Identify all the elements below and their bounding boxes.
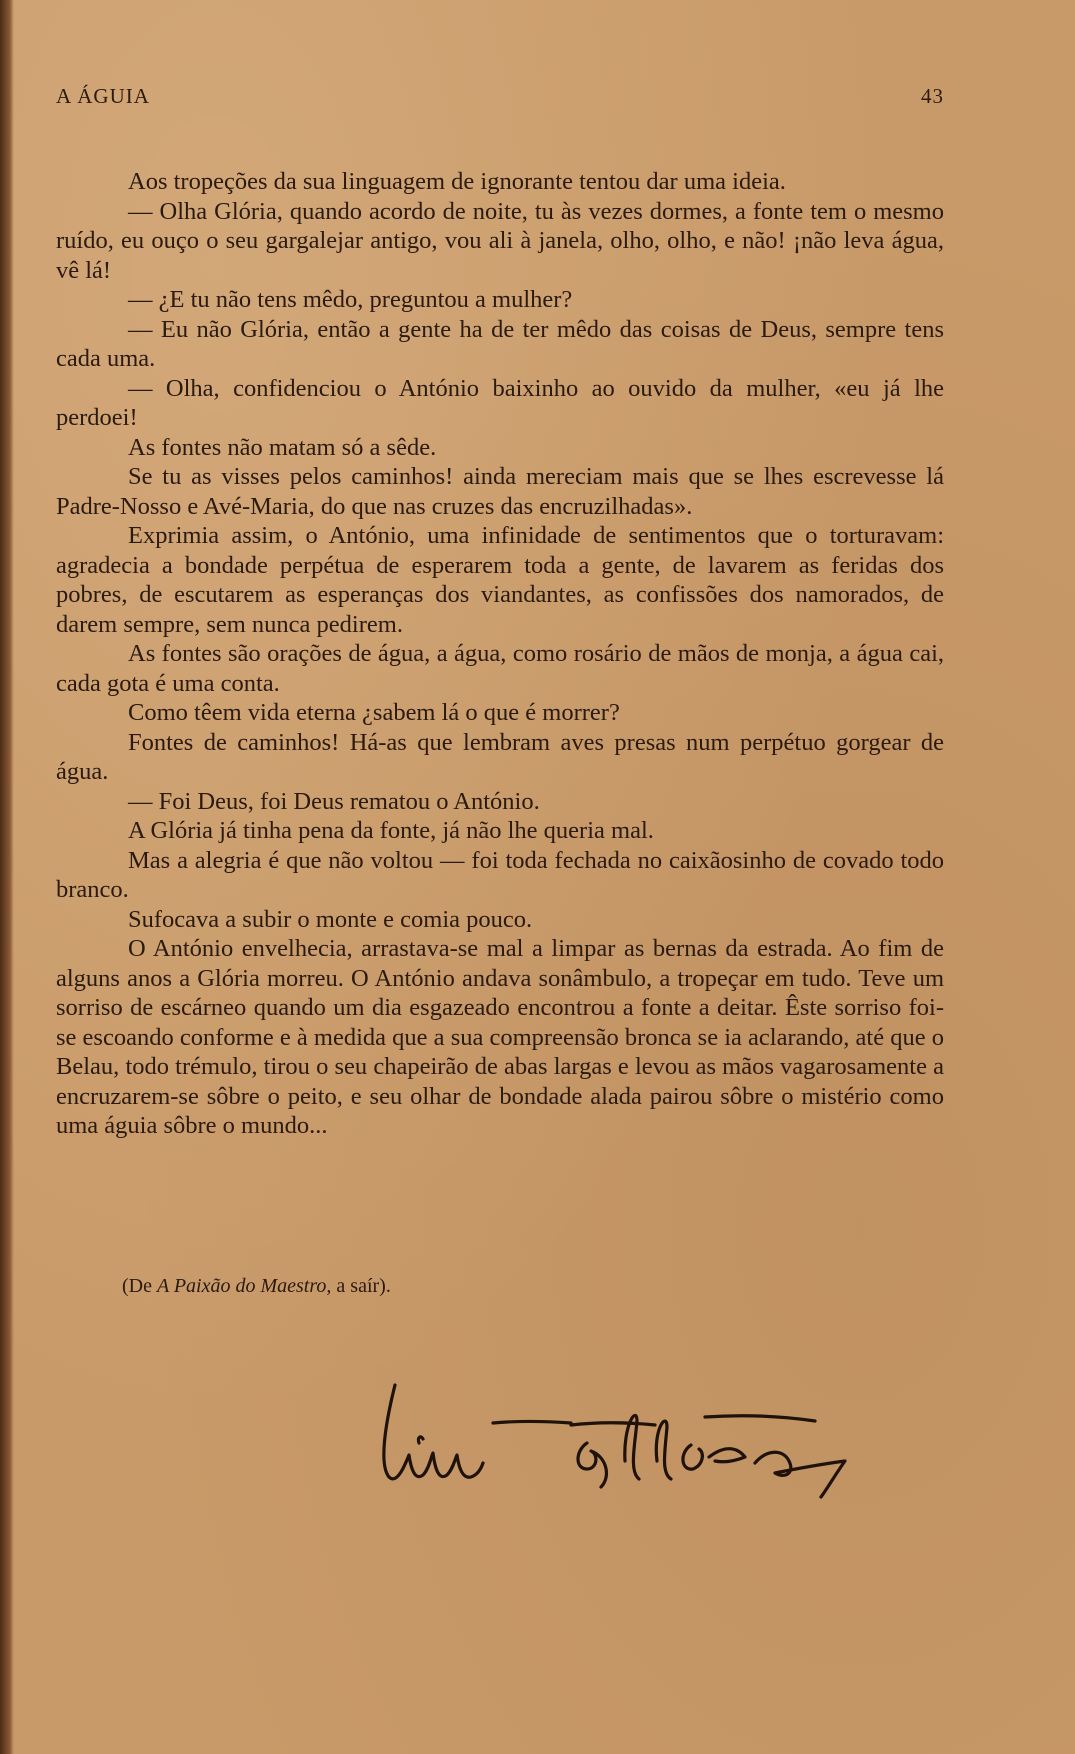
paragraph: A Glória já tinha pena da fonte, já não lhe queria mal.: [128, 817, 654, 844]
paragraph: Mas a alegria é que não voltou — foi toda fechada no caixãosinho de covado todo branco.: [56, 846, 944, 903]
page-header: [56, 84, 944, 109]
body-text: [56, 167, 944, 1141]
paragraph: — Olha Glória, quando acordo de noite, tu às vezes dormes, a fonte tem o mesmo ruído, eu ouço o seu gargalejar antigo, vou ali à janela, olho, olho, e não! ¡não leva água, vê lá!: [56, 197, 944, 284]
source-title: A Paixão do Maestro,: [156, 1275, 332, 1297]
paragraph: As fontes são orações de água, a água, como rosário de mãos de monja, a água cai, cada gota é uma conta.: [56, 640, 944, 697]
paragraph: Fontes de caminhos! Há-as que lembram aves presas num perpétuo gorgear de água.: [56, 728, 944, 785]
paragraph: Sufocava a subir o monte e comia pouco.: [128, 905, 533, 933]
paragraph: Exprimia assim, o António, uma infinidade de sentimentos que o torturavam: agradecia a bondade perpétua de esperarem toda a gente, de lavarem as feridas dos pobres, de escutarem as esperanças dos viandantes, as confissões dos namorados, de darem sempre, sem nunca pedirem.: [56, 522, 944, 638]
page-number: 43: [921, 84, 944, 108]
paragraph: Aos tropeções da sua linguagem de ignorante tentou dar uma ideia.: [128, 168, 786, 195]
paragraph: — Olha, confidenciou o António baixinho ao ouvido da mulher, «eu já lhe perdoei!: [56, 374, 944, 431]
paragraph: Como têem vida eterna ¿sabem lá o que é morrer?: [128, 699, 620, 726]
source-prefix: (De: [122, 1275, 157, 1297]
handwritten-signature: [375, 1365, 935, 1505]
book-spine-edge: [0, 0, 14, 1754]
paragraph: O António envelhecia, arrastava-se mal a limpar as bernas da estrada. Ao fim de alguns anos a Glória morreu. O António andava sonâmbulo, a tropeçar em tudo. Teve um sorriso de escárneo quando um dia esgazeado encontrou a fonte a deitar. Êste sorriso foi-se escoando conforme e à medida que a sua compreensão bronca se ia aclarando, até que o Belau, todo trémulo, tirou o seu chapeirão de abas largas e levou as mãos vagarosamente a encruzarem-se sôbre o peito, e seu olhar de bondade alada pairou sôbre o mistério como uma águia sôbre o mundo...: [56, 935, 944, 1139]
running-title: A ÁGUIA: [56, 84, 150, 108]
source-suffix: a saír).: [331, 1275, 391, 1297]
paragraph: — Foi Deus, foi Deus rematou o António.: [128, 787, 540, 815]
paragraph: Se tu as visses pelos caminhos! ainda mereciam mais que se lhes escrevesse lá Padre-Nosso e Avé-Maria, do que nas cruzes das encruzilhadas».: [56, 463, 944, 520]
paragraph: — Eu não Glória, então a gente ha de ter mêdo das coisas de Deus, sempre tens cada uma.: [56, 315, 944, 372]
source-note: [122, 1275, 391, 1298]
paragraph: — ¿E tu não tens mêdo, preguntou a mulher?: [128, 286, 573, 313]
paragraph: As fontes não matam só a sêde.: [128, 433, 437, 461]
